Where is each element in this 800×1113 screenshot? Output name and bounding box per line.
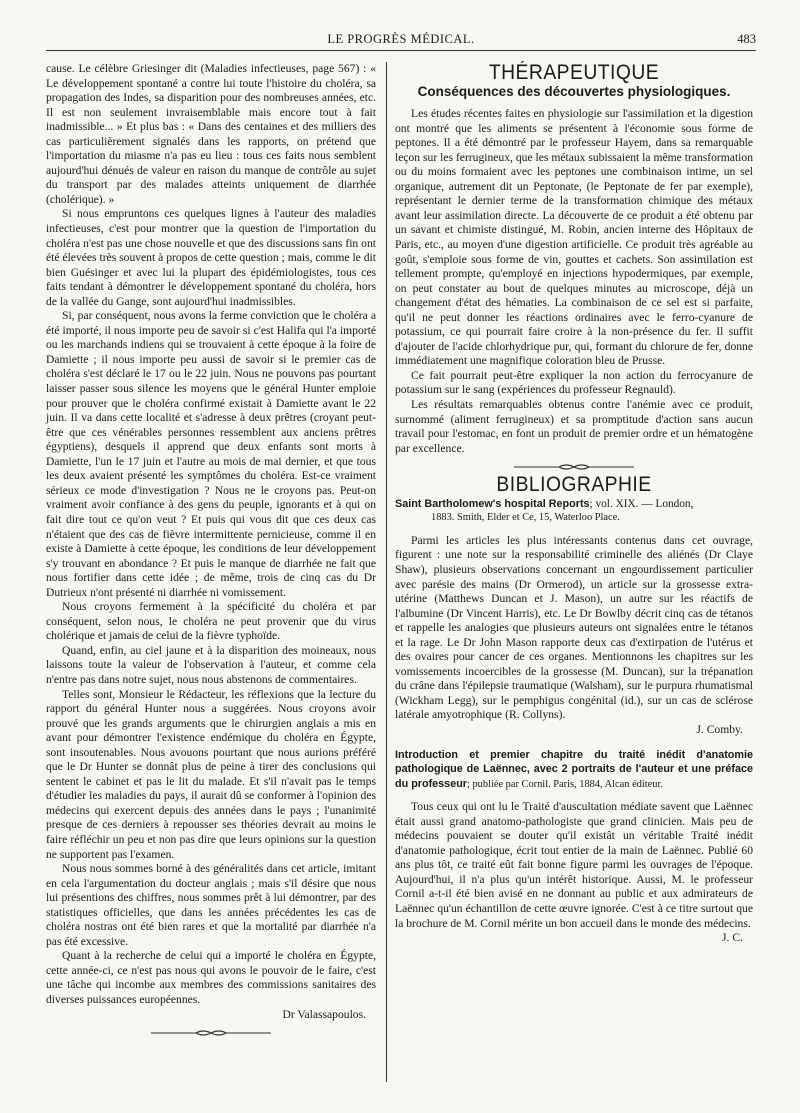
left-paragraph-8: Quant à la recherche de celui qui a importé le choléra en Égypte, cette année-ci, ce n'est pas nous qui avons le pouvoir de le faire, c'est une tâche qui incombe aux membres des commissions sanitaires des diverses puissances européennes. [46,949,376,1006]
therapy-paragraph-2: Ce fait pourrait peut-être expliquer la non action du ferrocyanure de potassium sur le sang (expériences du professeur Regnauld). [395,368,753,397]
left-paragraph-5: Quand, enfin, au ciel jaune et à la disparition des moineaux, nous laissons toute la valeur de l'observation à l'auteur, et comme cela n'entre pas dans notre sujet, nous nous abstenons de commentaires. [46,643,376,686]
journal-title: LE PROGRÈS MÉDICAL. [327,32,475,46]
reference-1-signature: J. Comby. [696,722,743,736]
reference-2-signature: J. C. [722,931,743,945]
section-title-therapeutique: THÉRAPEUTIQUE [488,61,660,84]
column-divider [386,62,387,1082]
therapy-paragraph-1: Les études récentes faites en physiologie sur l'assimilation et la digestion ont montré que les aliments se présentent à l'économie sous forme de peptones. Il a été démontré par le professeur Hayem, dans sa remarquable leçon sur les ferrugineux, que les métaux subissaient la même transformation ou du moins formaient avec les peptones une combinaison intime, un sel organique, autrement dit un Peptonate, (le Peptonate de fer par exemple), représentant le dernier terme de la transformation chimique des métaux avant leur assimilation directe. La découverte de ce produit a été obtenu par un savant et chimiste distingué, M. Robin, ancien interne des Hôpitaux de Paris, etc., au moyen d'une digestion artificielle. Ce produit très agréable au goût, s'emploie sous forme de vin, gouttes et cachets. Son assimilation est tellement prompte, qu'employé en injections hypodermiques, par exemple, on peut constater au bout de quelques minutes au microscope, déjà un changement d'état des hématies. La combinaison de ce sel est si parfaite, qu'il ne peut donner les réactions ordinaires avec le ferro-cyanure de potassium, ce qui pourrait faire croire à la non-présence du fer. Il suffit d'ajouter de l'acide chlorhydrique pur, qui, formant du chlorure de fer, donne immédiatement une magnifique coloration bleu de Prusse. [395,107,753,368]
reference-2-publisher: ; publiée par Cornil. Paris, 1884, Alcan éditeur. [467,778,663,790]
reference-2-review: Tous ceux qui ont lu le Traité d'auscultation médiate savent que Laënnec était aussi grand anatomo-pathologiste que grand clinicien. Mais peu de médecins pouvaient se douter qu'il existât un véritable Traité inédit d'anatomie pathologique, écrit tout entier de la main de Laënnec. Publié 60 ans plus tôt, ce traité eût fait bonne figure parmi les ouvrages de l'époque. Aujourd'hui, il n'a plus qu'un intérêt historique. Aussi, M. le professeur Cornil a-t-il été bien avisé en ne donnant au public et aux admirateurs de Laënnec qu'un échantillon de cette œuvre ignorée. C'est à ce titre surtout que la brochure de M. Cornil mérite un bon accueil dans le monde des médecins. [395,800,753,930]
section-title-bibliographie: BIBLIOGRAPHIE [496,473,652,497]
reference-1-address: 1883. Smith, Elder et Ce, 15, Waterloo Place. [431,512,620,524]
left-paragraph-3: Si, par conséquent, nous avons la ferme conviction que le choléra a été importé, il nous importe peu de savoir si c'est Halifa qui l'a importé ou les marchands indiens qui se trouvaient à cette époque à la foire de Damiette ; il nous importe peu aussi de savoir si le premier cas de choléra s'est déclaré le 17 ou le 22 juin. Nous ne pouvons pas pourtant laisser passer sous silence les moyens que le général Hunter emploie pour prouver que le choléra confirmé existait à Damiette avant le 22 juin. Il va dans cette localité et s'adresse à deux prêtres (croyant peut-être que ces vénérables personnes ressemblent aux anciens prêtres égyptiens), desquels il apprend que deux enfants sont morts à Damiette, l'un le 17 juin et l'autre au mois de mai dernier, et que tous les deux avaient présenté les symptômes du choléra. Est-ce vraiment sérieux ce mode d'investigation ? Nous ne le croyons pas. Peut-on vraiment avoir confiance à des gens du peuple, ignorants et à qui on fait dire tout ce qu'on veut ? Et puis qui vous dit que ces deux cas n'étaient que des cas de fièvre intermittente pernicieuse, comme il en existe à Damiette à cette époque, les conditions de leur développement s'y trouvant en abondance ? Et puis le manque de diarrhée ne fait que nous fortifier dans cette idée ; de même, trois de cinq cas du Dr Dutrieux n'ont présenté ni diarrhée ni vomissement. [46,309,376,599]
left-paragraph-6: Telles sont, Monsieur le Rédacteur, les réflexions que la lecture du rapport du général Hunter nous a suggérées. Nous croyons avoir prouvé que les grands arguments que le chirurgien anglais a mis en avant pour démontrer l'existence endémique du choléra en Égypte, sont insoutenables. Nous avouons pourtant que nous aurions préféré que le Dr Hunter se donnât plus de peine à tirer des conclusions qui sentent le cabinet et pas le lit du malade. Et s'il n'avait pas le temps d'étudier les maladies du pays, il aurait dû se conformer à l'opinion des médecins qui exercent depuis des années dans le pays ; l'unanimité presque de ces derniers à repousser ses théories devrait au moins le faire réfléchir un peu et non pas dire que leurs opinions sur la question ne supportent pas l'examen. [46,687,376,861]
page-number: 483 [737,32,756,46]
reference-1-title: Saint Bartholomew's hospital Reports [395,497,590,510]
end-ornament [151,1028,271,1038]
section-subtitle: Conséquences des découvertes physiologiques. [417,83,731,99]
article-signature: Dr Valassapoulos. [282,1007,366,1021]
left-paragraph-4: Nous croyons fermement à la spécificité du choléra et par conséquent, selon nous, le choléra ne peut provenir que du virus cholérique et jamais de celui de la fièvre typhoïde. [46,600,376,643]
therapy-paragraph-3: Les résultats remarquables obtenus contre l'anémie avec ce produit, surnommé (aliment ferrugineux) et sa promptitude d'action sans aucun travail pour l'estomac, en font un produit de premier ordre et un hématogène par excellence. [395,398,753,455]
left-paragraph-7: Nous nous sommes borné à des généralités dans cet article, imitant en cela l'argumentation du docteur anglais ; mais s'il désire que nous lui présentions des chiffres, nous sommes prêt à lui démontrer, par des statistiques officielles, que dans les années précédentes les cas de choléra nostras ont été bien rares et que la mortalité par diarrhée n'a pas été excessive. [46,862,376,948]
reference-1-review: Parmi les articles les plus intéressants contenus dans cet ouvrage, figurent : une note sur la responsabilité criminelle des aliénés (Dr Claye Shaw), plusieurs observations concernant un engourdissement particulier avec parésie des mains (Dr Ormerod), un article sur la grossesse extra-utérine (Matthews Duncan et J. Mason), un autre sur les réactifs de l'albumine (Dr Vincent Harris), etc. Le Dr Bowlby décrit cinq cas de tétanos et rappelle les analogies que plusieurs auteurs ont signalées entre le tétanos et la rage. Le Dr John Mason rapporte deux cas d'extirpation de l'utérus et des ovaires pour cancer de ces organes. Mentionnons les chapitres sur les vomissements incoercibles de la grossesse (M. Duncan), sur la trépanation du crâne dans l'épilepsie traumatique (Walsham), sur le purpura rhumatismal (Wickham Legg), sur le pemphigus congénital (id.), sur un cas de sclérose latérale amyotrophique (R. Collyns). [395,533,753,722]
section-ornament [514,462,634,472]
reference-2-header [395,748,753,793]
reference-1-header [395,497,753,526]
running-header [46,30,756,51]
reference-1-details: ; vol. XIX. — London, [589,497,694,510]
left-paragraph-1: cause. Le célèbre Griesinger dit (Maladies infectieuses, page 567) : « Le développement spontané a contre lui toute l'histoire du choléra, sa propagation des Indes, sa disparition pour des nombreuses années, etc. Il est non seulement invraisemblable mais encore tout à fait inadmissible... » Et plus bas : « Dans des centaines et des milliers des cas particulièrement signalés dans les rapports, on prétend que l'importation du miasme n'a pas eu lieu : tous ces faits nous semblent aujourd'hui dénués de valeur en raison du manque de contrôle au sujet du transport par des malades atteints uniquement de diarrhée (cholérique). » [46,62,376,206]
left-paragraph-2: Si nous empruntons ces quelques lignes à l'auteur des maladies infectieuses, c'est pour montrer que la question de l'importation du choléra n'est pas une chose nouvelle et que des discussions sans fin ont été élevées très souvent à propos de cette question ; mais, comme le dit bien Guésinger et avec lui la plupart des épidémiologistes, tous ces faits tendant à démontrer le développement spontané du choléra, hors de la vallée du Gange, sont aujourd'hui inadmissibles. [46,207,376,308]
reference-2-title: Introduction et premier chapitre du traité inédit d'anatomie pathologique de Laënnec, avec 2 portraits de l'auteur et une préface du professeur [395,748,753,790]
right-column [395,61,753,946]
left-column [46,62,376,1044]
